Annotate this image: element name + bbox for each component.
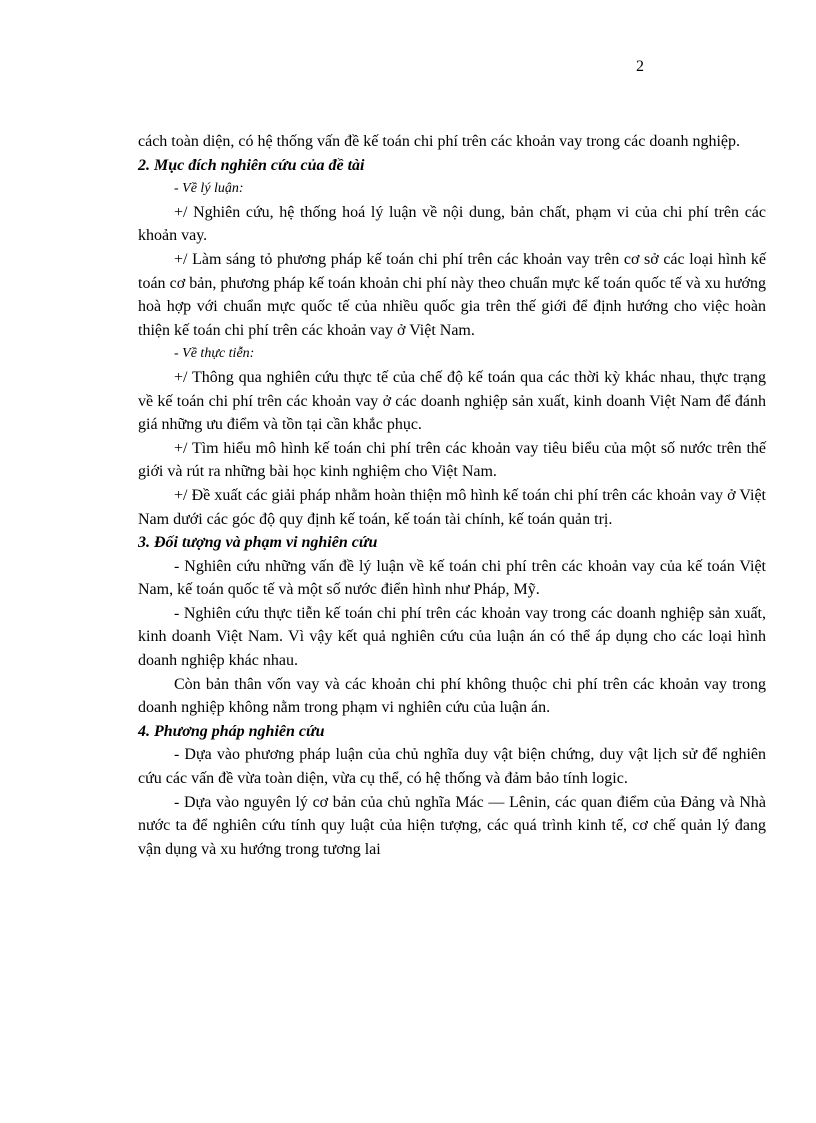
document-body (138, 130, 766, 861)
subheading-practice: - Về thực tiễn: (174, 346, 255, 362)
section-heading-scope: 3. Đối tượng và phạm vi nghiên cứu (138, 534, 378, 552)
paragraph-practice-3: +/ Đề xuất các giải pháp nhằm hoàn thiện mô hình kế toán chi phí trên các khoản vay ở Việt Nam dưới các góc độ quy định kế toán, kế toán tài chính, kế toán quản trị. (138, 486, 766, 528)
paragraph-practice-1: +/ Thông qua nghiên cứu thực tế của chế độ kế toán qua các thời kỳ khác nhau, thực trạng về kế toán chi phí trên các khoản vay ở các doanh nghiệp sản xuất, kinh doanh Việt Nam để đánh giá những ưu điểm và tồn tại cần khắc phục. (138, 368, 766, 434)
page-number: 2 (636, 58, 644, 75)
paragraph-scope-2: - Nghiên cứu thực tiễn kế toán chi phí trên các khoản vay trong các doanh nghiệp sản xuất, kinh doanh Việt Nam. Vì vậy kết quả nghiên cứu của luận án có thể áp dụng cho các loại hình doanh nghiệp khác nhau. (138, 604, 766, 670)
paragraph-scope-1: - Nghiên cứu những vấn đề lý luận về kế toán chi phí trên các khoản vay của kế toán Việt Nam, kế toán quốc tế và một số nước điển hình như Pháp, Mỹ. (138, 557, 766, 599)
paragraph-continuation: cách toàn diện, có hệ thống vấn đề kế toán chi phí trên các khoản vay trong các doanh nghiệp. (138, 133, 740, 150)
paragraph-method-1: - Dựa vào phương pháp luận của chủ nghĩa duy vật biện chứng, duy vật lịch sử để nghiên cứu các vấn đề vừa toàn diện, vừa cụ thể, có hệ thống và đảm bảo tính logic. (138, 746, 766, 788)
section-heading-method: 4. Phương pháp nghiên cứu (138, 722, 325, 740)
paragraph-method-2: - Dựa vào nguyên lý cơ bản của chủ nghĩa Mác — Lênin, các quan điểm của Đảng và Nhà nước ta để nghiên cứu tính quy luật của hiện tượng, các quá trình kinh tế, cơ chế quản lý đang vận dụng và xu hướng trong tương lai (138, 793, 766, 858)
paragraph-scope-3: Còn bản thân vốn vay và các khoản chi phí không thuộc chi phí trên các khoản vay trong doanh nghiệp không nằm trong phạm vi nghiên cứu của luận án. (138, 675, 766, 717)
subheading-theory: - Về lý luận: (174, 181, 244, 197)
paragraph-theory-1: +/ Nghiên cứu, hệ thống hoá lý luận về nội dung, bản chất, phạm vi của chi phí trên các khoản vay. (138, 203, 766, 245)
paragraph-practice-2: +/ Tìm hiểu mô hình kế toán chi phí trên các khoản vay tiêu biểu của một số nước trên thế giới và rút ra những bài học kinh nghiệm cho Việt Nam. (138, 439, 766, 481)
paragraph-theory-2: +/ Làm sáng tỏ phương pháp kế toán chi phí trên các khoản vay trên cơ sở các loại hình kế toán cơ bản, phương pháp kế toán khoản chi phí này theo chuẩn mực kế toán quốc tế và xu hướng hoà hợp với chuẩn mực quốc tế của nhiều quốc gia trên thế giới để định hướng cho việc hoàn thiện kế toán chi phí trên các khoản vay ở Việt Nam. (138, 250, 766, 339)
section-heading-purpose: 2. Mục đích nghiên cứu của đề tài (138, 156, 365, 174)
